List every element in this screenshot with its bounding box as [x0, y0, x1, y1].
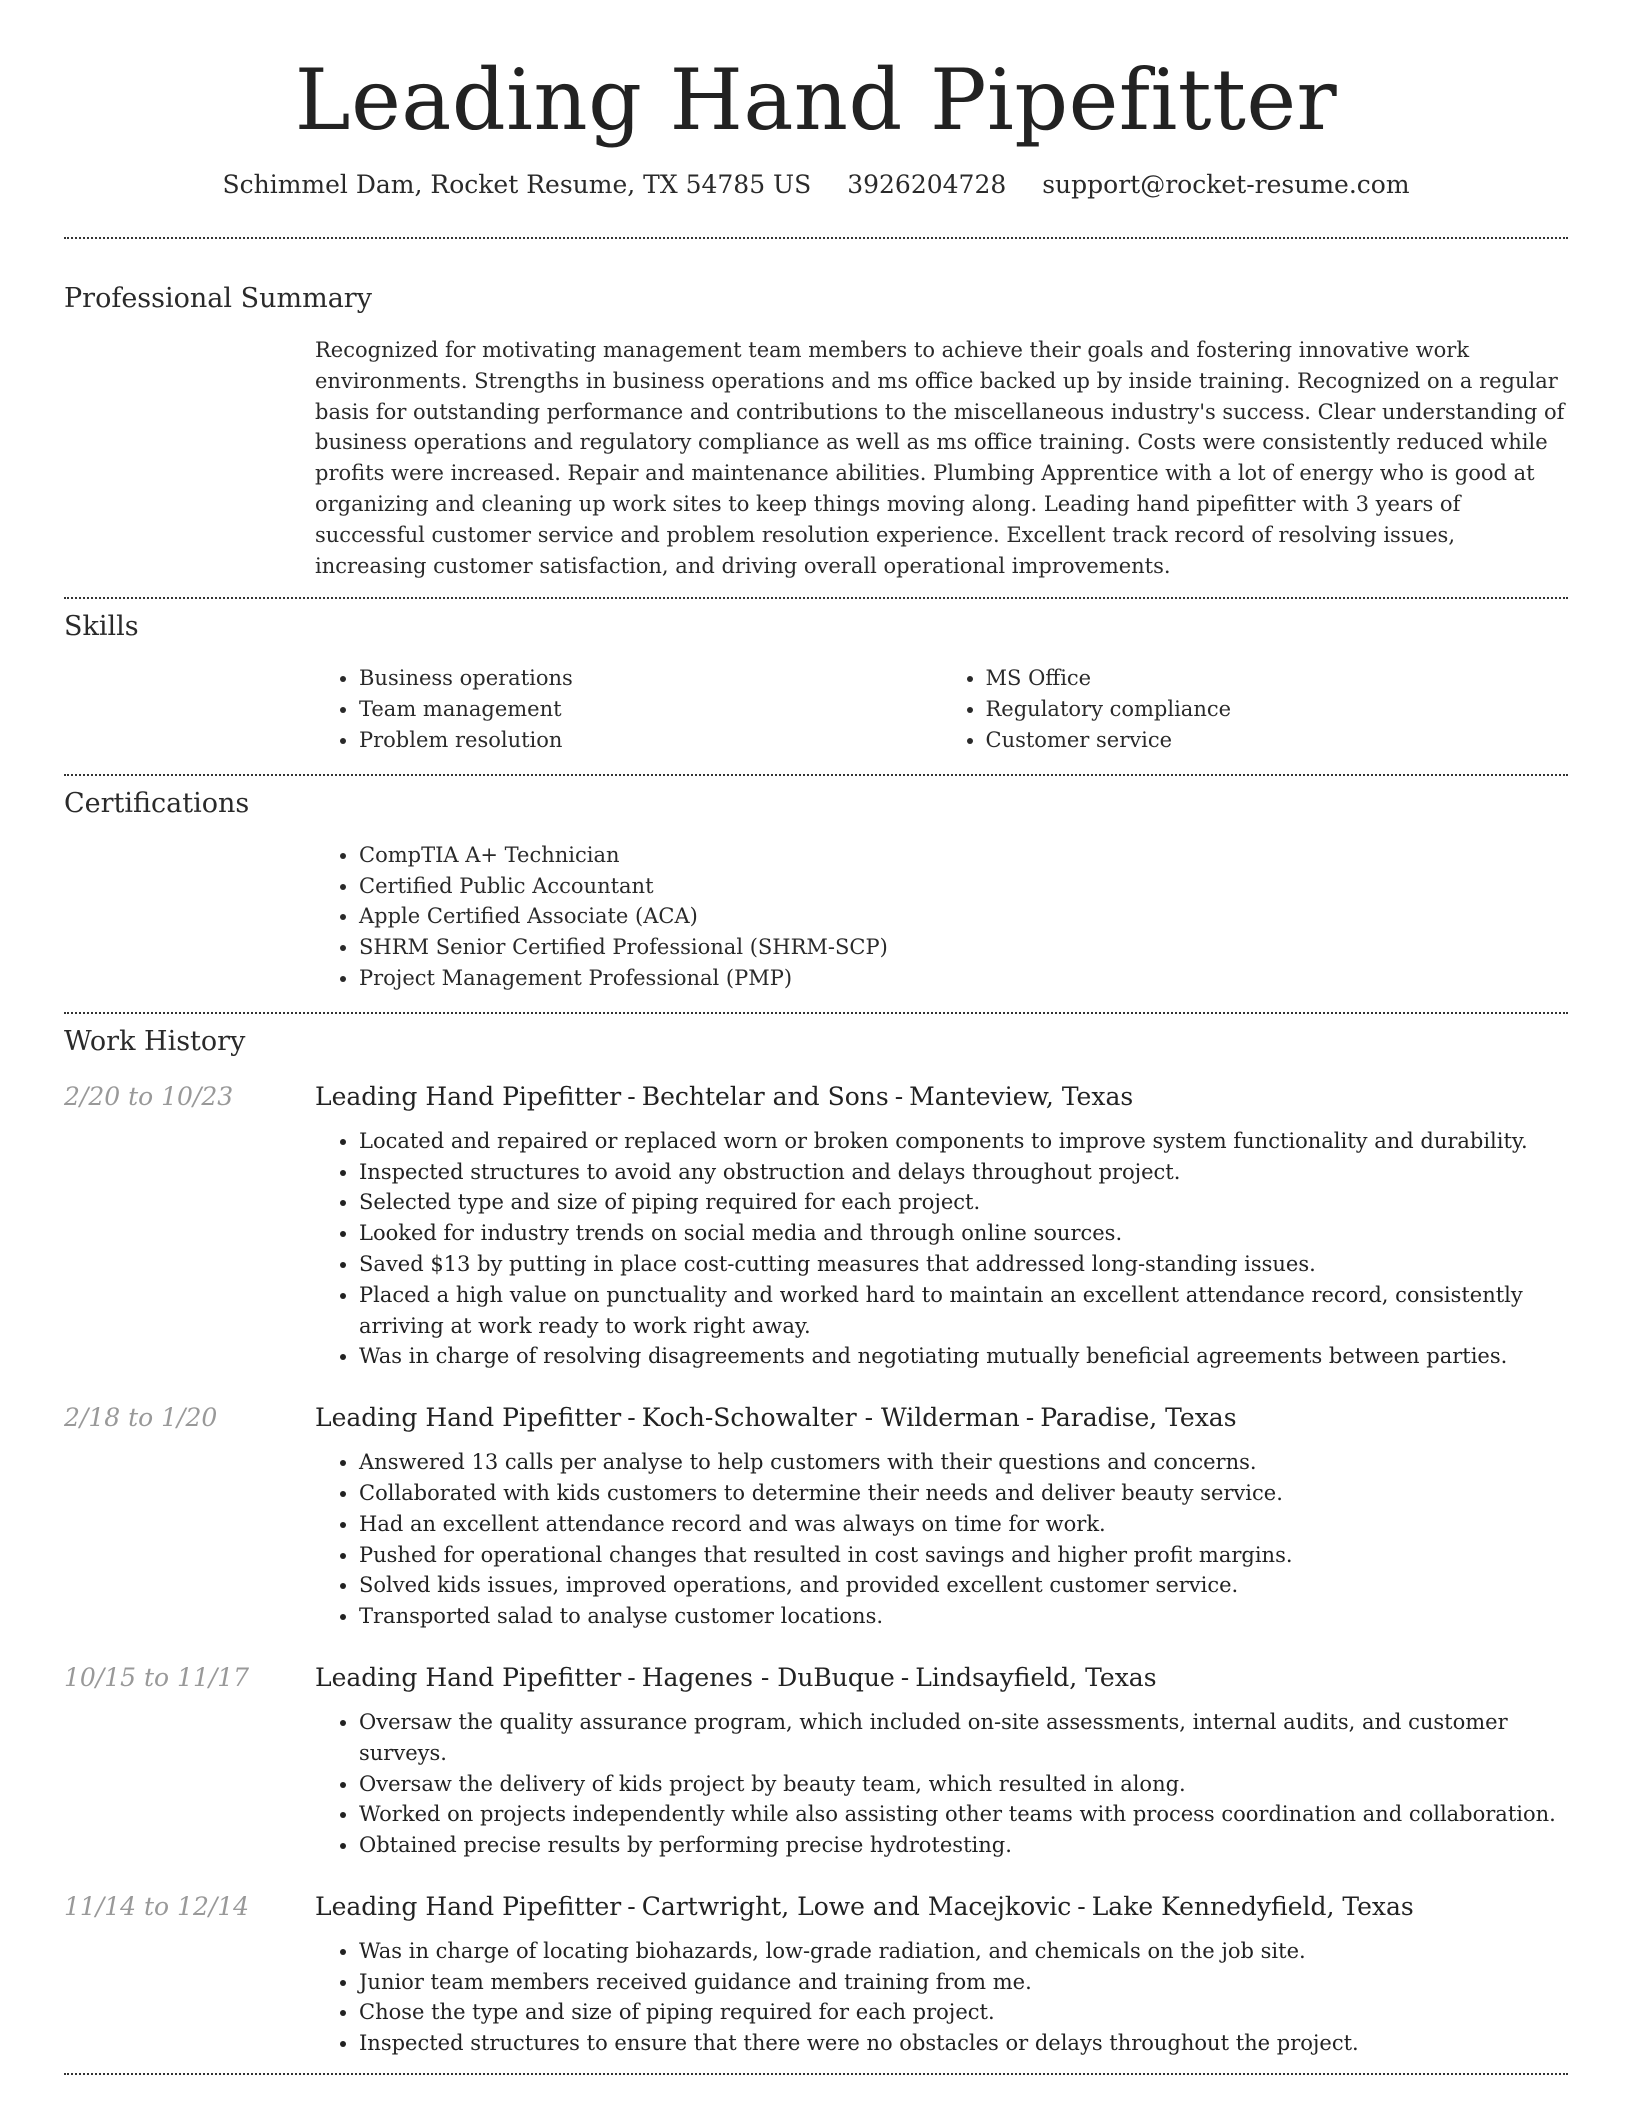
certifications-list	[315, 840, 1568, 994]
certification-item: • CompTIA A+ Technician	[359, 840, 1568, 871]
job-location: Paradise, Texas	[1040, 1403, 1237, 1433]
skill-item: • Problem resolution	[359, 725, 942, 756]
job-title: Leading Hand Pipefitter - Koch-Schowalter - Wilderman - Paradise, Texas	[315, 1403, 1237, 1433]
job-bullets	[315, 1936, 1568, 2059]
job-bullet: • Inspected structures to ensure that there were no obstacles or delays throughout the project.	[359, 2028, 1568, 2059]
job-entry	[64, 1401, 1568, 1632]
job-bullet: • Collaborated with kids customers to determine their needs and deliver beauty service.	[359, 1478, 1568, 1509]
job-location: Lake Kennedyfield, Texas	[1091, 1891, 1414, 1921]
divider	[64, 2073, 1568, 2075]
job-bullets	[315, 1707, 1568, 1861]
resume-name: Leading Hand Pipefitter	[294, 51, 1338, 149]
contact-line	[64, 168, 1568, 202]
job-title: Leading Hand Pipefitter - Hagenes - DuBuque - Lindsayfield, Texas	[315, 1662, 1157, 1692]
certification-item: • Apple Certified Associate (ACA)	[359, 901, 1568, 932]
work-history-section	[64, 1014, 1568, 2073]
skills-list-right	[942, 663, 1569, 755]
job-bullet: • Oversaw the delivery of kids project by beauty team, which resulted in along.	[359, 1769, 1568, 1800]
skill-item: • Regulatory compliance	[986, 694, 1569, 725]
job-bullet: • Had an excellent attendance record and was always on time for work.	[359, 1509, 1568, 1540]
job-entry	[64, 1080, 1568, 1372]
job-bullet: • Looked for industry trends on social media and through online sources.	[359, 1218, 1568, 1249]
certification-item: • Certified Public Accountant	[359, 871, 1568, 902]
job-bullet: • Chose the type and size of piping required for each project.	[359, 1997, 1568, 2028]
job-location: Manteview, Texas	[909, 1081, 1134, 1111]
skill-item: • Customer service	[986, 725, 1569, 756]
skill-item: • Team management	[359, 694, 942, 725]
job-company: Bechtelar and Sons	[641, 1081, 889, 1111]
email: support@rocket-resume.com	[1042, 170, 1410, 199]
job-title: Leading Hand Pipefitter - Cartwright, Lowe and Macejkovic - Lake Kennedyfield, Texas	[315, 1891, 1414, 1921]
skills-list-left	[315, 663, 942, 755]
job-company: Koch-Schowalter - Wilderman	[641, 1403, 1020, 1433]
job-entry	[64, 1890, 1568, 2059]
resume-page	[64, 0, 1568, 2075]
job-entry	[64, 1661, 1568, 1861]
job-bullet: • Solved kids issues, improved operations, and provided excellent customer service.	[359, 1570, 1568, 1601]
phone: 3926204728	[847, 170, 1007, 199]
job-company: Cartwright, Lowe and Macejkovic	[641, 1891, 1072, 1921]
job-location: Lindsayfield, Texas	[915, 1662, 1157, 1692]
job-bullet: • Saved $13 by putting in place cost-cutting measures that addressed long-standing issues.	[359, 1249, 1568, 1280]
section-title-skills: Skills	[64, 611, 139, 643]
summary-text: Recognized for motivating management team members to achieve their goals and fostering innovative work environments. Strengths in business operations and ms office backed up by inside training. Recognized on a regular basis for outstanding performance and contributions to the miscellaneous industry's success. Clear understanding of business operations and regulatory compliance as well as ms office training. Costs were consistently reduced while profits were increased. Repair and maintenance abilities. Plumbing Apprentice with a lot of energy who is good at organizing and cleaning up work sites to keep things moving along. Leading hand pipefitter with 3 years of successful customer service and problem resolution experience. Excellent track record of resolving issues, increasing customer satisfaction, and driving overall operational improvements.	[315, 338, 1565, 578]
job-bullet: • Junior team members received guidance and training from me.	[359, 1967, 1568, 1998]
job-title: Leading Hand Pipefitter - Bechtelar and Sons - Manteview, Texas	[315, 1081, 1134, 1111]
job-bullet: • Worked on projects independently while also assisting other teams with process coordination and collaboration.	[359, 1799, 1568, 1830]
address: Schimmel Dam, Rocket Resume, TX 54785 US	[222, 170, 812, 199]
job-bullet: • Oversaw the quality assurance program, which included on-site assessments, internal audits, and customer surveys.	[359, 1707, 1568, 1769]
job-dates: 2/18 to 1/20	[64, 1403, 218, 1433]
job-dates: 10/15 to 11/17	[64, 1662, 250, 1692]
job-role: Leading Hand Pipefitter	[315, 1403, 622, 1433]
certifications-section	[64, 776, 1568, 1012]
job-dates: 2/20 to 10/23	[64, 1081, 234, 1111]
job-bullet: • Obtained precise results by performing precise hydrotesting.	[359, 1830, 1568, 1861]
job-company: Hagenes - DuBuque	[641, 1662, 895, 1692]
certification-item: • SHRM Senior Certified Professional (SHRM-SCP)	[359, 932, 1568, 963]
job-role: Leading Hand Pipefitter	[315, 1081, 622, 1111]
job-bullets	[315, 1126, 1568, 1372]
job-role: Leading Hand Pipefitter	[315, 1891, 622, 1921]
job-role: Leading Hand Pipefitter	[315, 1662, 622, 1692]
job-bullet: • Inspected structures to avoid any obstruction and delays throughout project.	[359, 1157, 1568, 1188]
job-dates: 11/14 to 12/14	[64, 1891, 250, 1921]
job-bullet: • Was in charge of locating biohazards, low-grade radiation, and chemicals on the job site.	[359, 1936, 1568, 1967]
section-title-summary: Professional Summary	[64, 283, 372, 314]
job-bullet: • Placed a high value on punctuality and worked hard to maintain an excellent attendance record, consistently arriving at work ready to work right away.	[359, 1280, 1568, 1342]
job-bullet: • Located and repaired or replaced worn or broken components to improve system functionality and durability.	[359, 1126, 1568, 1157]
job-bullet: • Transported salad to analyse customer locations.	[359, 1601, 1568, 1632]
job-bullet: • Was in charge of resolving disagreements and negotiating mutually beneficial agreements between parties.	[359, 1341, 1568, 1372]
job-bullet: • Pushed for operational changes that resulted in cost savings and higher profit margins.	[359, 1540, 1568, 1571]
job-bullet: • Answered 13 calls per analyse to help customers with their questions and concerns.	[359, 1447, 1568, 1478]
skill-item: • MS Office	[986, 663, 1569, 694]
skills-section	[64, 599, 1568, 773]
section-title-certifications: Certifications	[64, 787, 250, 819]
job-bullets	[315, 1447, 1568, 1632]
job-bullet: • Selected type and size of piping required for each project.	[359, 1187, 1568, 1218]
section-title-work-history: Work History	[64, 1025, 246, 1057]
certification-item: • Project Management Professional (PMP)	[359, 963, 1568, 994]
skill-item: • Business operations	[359, 663, 942, 694]
summary-section	[64, 239, 1568, 597]
